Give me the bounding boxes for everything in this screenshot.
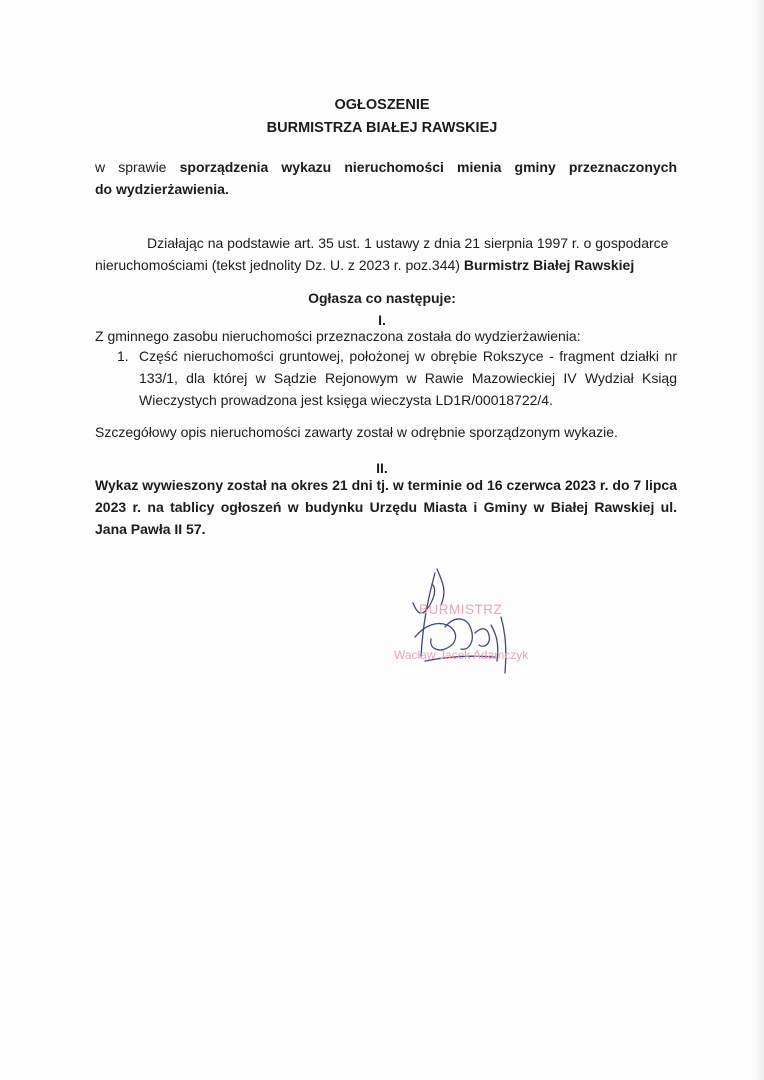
legal-basis-issuer: Burmistrz Białej Rawskiej	[463, 257, 635, 273]
list-item-number: 1.	[117, 348, 129, 364]
announcement-heading: Ogłasza co następuje:	[308, 290, 456, 306]
handwritten-signature-icon	[385, 565, 555, 685]
document-title: OGŁOSZENIE	[334, 97, 430, 113]
legal-basis-line2	[95, 254, 677, 276]
subject-prefix: w sprawie	[95, 159, 180, 175]
subject-line	[95, 156, 677, 178]
stamp-name: Wacław Jacek Adamczyk	[394, 648, 529, 662]
legal-basis-line1: Działając na podstawie art. 35 ust. 1 ustawy z dnia 21 sierpnia 1997 r. o gospodarce	[147, 235, 669, 251]
section-1-detail: Szczegółowy opis nieruchomości zawarty został w odrębnie sporządzonym wykazie.	[95, 424, 618, 440]
section-1-heading: I.	[378, 312, 386, 328]
stamp-title: BURMISTRZ	[419, 602, 503, 617]
page-edge-shadow	[754, 0, 764, 1080]
list-item-text: Część nieruchomości gruntowej, położonej w obrębie Rokszyce - fragment działki nr 133/1, dla której w Sądzie Rejonowym w Rawie Mazowieckiej IV Wydział Ksiąg Wieczystych prowadzona jest księga wieczysta LD1R/00018722/4.	[139, 348, 677, 408]
subject-bold-line2: do wydzierżawienia.	[95, 181, 229, 197]
section-1-intro: Z gminnego zasobu nieruchomości przeznaczona została do wydzierżawienia:	[95, 328, 581, 344]
section-2-text: Wykaz wywieszony został na okres 21 dni tj. w terminie od 16 czerwca 2023 r. do 7 lipca 2023 r. na tablicy ogłoszeń w budynku Urzędu Miasta i Gminy w Białej Rawskiej ul. Jana Pawła II 57.	[95, 477, 677, 537]
document-issuer: BURMISTRZA BIAŁEJ RAWSKIEJ	[266, 120, 498, 136]
subject-bold-line1: sporządzenia wykazu nieruchomości mienia gminy przeznaczonych	[179, 159, 678, 175]
section-2-heading: II.	[376, 460, 388, 476]
legal-basis-regular: nieruchomościami (tekst jednolity Dz. U. z 2023 r. poz.344)	[95, 257, 464, 273]
